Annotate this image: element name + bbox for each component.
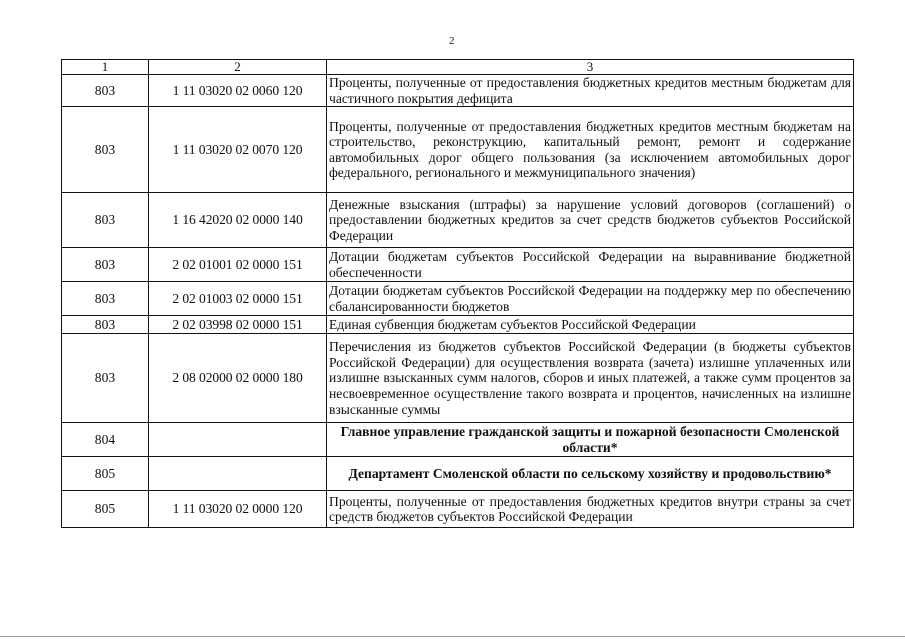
- table-row-department: [62, 423, 854, 457]
- table-row: [62, 107, 854, 193]
- description-cell: Денежные взыскания (штрафы) за нарушение условий договоров (соглашений) о предоставлении бюджетных кредитов за счет средств бюджетов субъектов Российской Федерации: [327, 193, 854, 248]
- table-body: [62, 60, 854, 528]
- page-number: 2: [449, 35, 455, 47]
- table-row: [62, 282, 854, 316]
- column-header-3: 3: [327, 60, 854, 75]
- admin-code-cell: 804: [62, 423, 149, 457]
- department-name-cell: Главное управление гражданской защиты и пожарной безопасности Смоленской области*: [327, 423, 854, 457]
- admin-code-cell: 805: [62, 491, 149, 528]
- description-cell: Единая субвенция бюджетам субъектов Российской Федерации: [327, 316, 854, 334]
- table-row: [62, 248, 854, 282]
- table-row: [62, 334, 854, 423]
- description-cell: Дотации бюджетам субъектов Российской Федерации на поддержку мер по обеспечению сбалансированности бюджетов: [327, 282, 854, 316]
- revenue-code-cell: 2 02 01003 02 0000 151: [149, 282, 327, 316]
- department-name-cell: Департамент Смоленской области по сельскому хозяйству и продовольствию*: [327, 457, 854, 491]
- admin-code-cell: 803: [62, 282, 149, 316]
- column-header-2: 2: [149, 60, 327, 75]
- revenue-code-cell: 1 16 42020 02 0000 140: [149, 193, 327, 248]
- revenue-code-cell: 1 11 03020 02 0000 120: [149, 491, 327, 528]
- description-cell: Проценты, полученные от предоставления бюджетных кредитов внутри страны за счет средств бюджетов субъектов Российской Федерации: [327, 491, 854, 528]
- admin-code-cell: 803: [62, 107, 149, 193]
- page-bottom-edge: [0, 636, 905, 637]
- column-header-1: 1: [62, 60, 149, 75]
- revenue-code-cell: [149, 457, 327, 491]
- admin-code-cell: 803: [62, 75, 149, 107]
- description-cell: Проценты, полученные от предоставления бюджетных кредитов местным бюджетам на строительство, реконструкцию, капитальный ремонт, ремонт и содержание автомобильных дорог общего пользования (за исключением автомобильных дорог федерального, регионального и межмуниципального значения): [327, 107, 854, 193]
- admin-code-cell: 803: [62, 334, 149, 423]
- admin-code-cell: 805: [62, 457, 149, 491]
- table-row: [62, 75, 854, 107]
- admin-code-cell: 803: [62, 316, 149, 334]
- revenue-code-cell: [149, 423, 327, 457]
- table-row: [62, 316, 854, 334]
- description-cell: Дотации бюджетам субъектов Российской Федерации на выравнивание бюджетной обеспеченности: [327, 248, 854, 282]
- description-cell: Проценты, полученные от предоставления бюджетных кредитов местным бюджетам для частичного покрытия дефицита: [327, 75, 854, 107]
- revenue-codes-table: [61, 59, 854, 528]
- revenue-code-cell: 1 11 03020 02 0060 120: [149, 75, 327, 107]
- table-row: [62, 491, 854, 528]
- admin-code-cell: 803: [62, 193, 149, 248]
- table-header-row: [62, 60, 854, 75]
- revenue-code-cell: 2 02 03998 02 0000 151: [149, 316, 327, 334]
- revenue-code-cell: 2 08 02000 02 0000 180: [149, 334, 327, 423]
- table-row-department: [62, 457, 854, 491]
- revenue-code-cell: 2 02 01001 02 0000 151: [149, 248, 327, 282]
- description-cell: Перечисления из бюджетов субъектов Российской Федерации (в бюджеты субъектов Российской Федерации) для осуществления возврата (зачета) излишне уплаченных или излишне взысканных сумм налогов, сборов и иных платежей, а также сумм процентов за несвоевременное осуществление такого возврата и процентов, начисленных на излишне взысканные суммы: [327, 334, 854, 423]
- table-row: [62, 193, 854, 248]
- admin-code-cell: 803: [62, 248, 149, 282]
- revenue-code-cell: 1 11 03020 02 0070 120: [149, 107, 327, 193]
